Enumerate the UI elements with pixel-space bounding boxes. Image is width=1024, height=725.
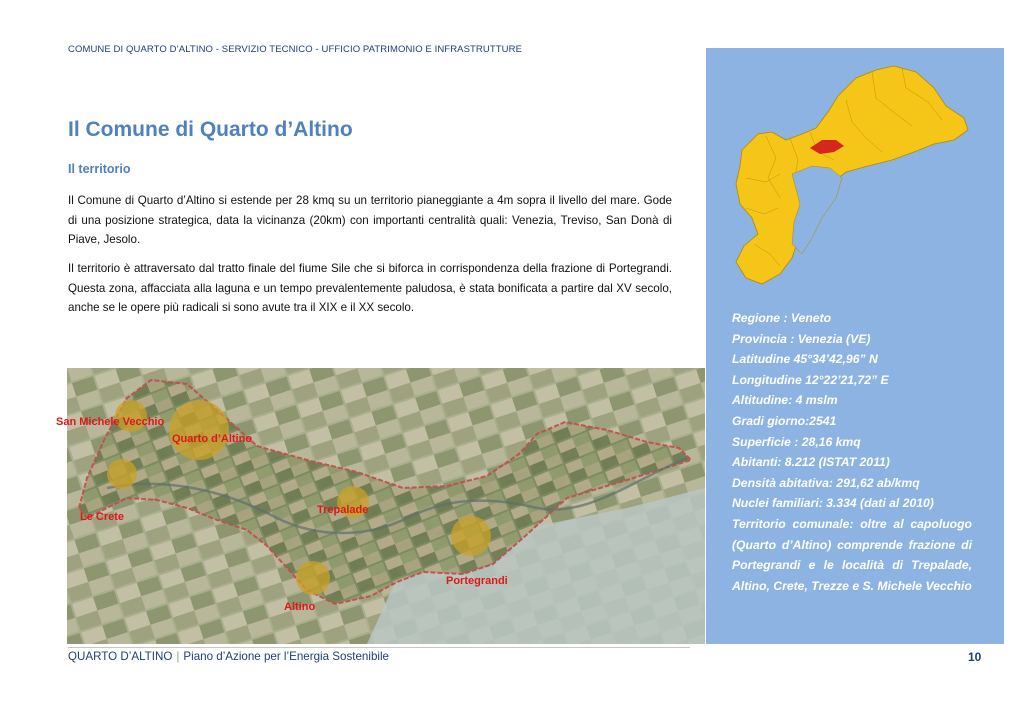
page-title: Il Comune di Quarto d’Altino [68, 118, 353, 141]
fact-nuclei: Nuclei familiari: 3.334 (dati al 2010) [732, 496, 934, 511]
marker-altino [296, 561, 330, 595]
fact-latitudine: Latitudine 45°34’42,96” N [732, 352, 878, 367]
fact-abitanti: Abitanti: 8.212 (ISTAT 2011) [732, 455, 890, 470]
label-san-michele-vecchio: San Michele Vecchio [56, 416, 165, 428]
body-paragraph: Il Comune di Quarto d’Altino si estende per 28 kmq su un territorio pianeggiante a 4m sopra il livello del mare. Gode di una posizione strategica, data la vicinanza (20km) con importanti centralità quali: Venezia, Treviso, San Donà di Piave, Jesolo. [68, 194, 672, 246]
fact-gradi-giorno: Gradi giorno:2541 [732, 413, 837, 428]
running-header: COMUNE DI QUARTO D’ALTINO - SERVIZIO TECNICO - UFFICIO PATRIMONIO E INFRASTRUTTURE [68, 44, 523, 55]
label-altino: Altino [284, 601, 316, 613]
page-number: 10 [968, 650, 982, 664]
footer-separator: | [176, 650, 180, 663]
info-sidebar [706, 48, 1004, 644]
fact-longitudine: Longitudine 12°22’21,72” E [732, 372, 889, 387]
fact-altitudine: Altitudine: 4 mslm [732, 393, 838, 408]
fact-provincia: Provincia : Venezia (VE) [732, 331, 871, 346]
label-le-crete: Le Crete [80, 511, 125, 523]
footer-municipality: QUARTO D’ALTINO [68, 650, 173, 663]
footer-document-title: Piano d’Azione per l’Energia Sostenibile [183, 650, 389, 663]
municipality-facts [732, 308, 972, 596]
province-locator-map [706, 48, 1004, 288]
page-footer [68, 650, 389, 663]
aerial-map-image [67, 368, 705, 644]
label-trepalade: Trepalade [317, 504, 369, 516]
label-quarto-d-altino: Quarto d’Altino [172, 433, 253, 445]
footer-divider [68, 647, 690, 648]
body-paragraph: Il territorio è attraversato dal tratto finale del fiume Sile che si biforca in corrispondenza della frazione di Portegrandi. Questa zona, affacciata alla laguna e un tempo prevalentemente paludosa, è stata bonificata a partire dal XV secolo, anche se le opere più radicali si sono avute tra il XIX e il XX secolo. [68, 262, 672, 314]
section-subtitle: Il territorio [68, 162, 131, 176]
label-portegrandi: Portegrandi [446, 575, 508, 587]
fact-densita: Densità abitativa: 291,62 ab/kmq [732, 475, 920, 490]
marker-le-crete [107, 459, 137, 489]
fact-territorio: Territorio comunale: oltre al capoluogo (Quarto d’Altino) comprende frazione di Portegrandi e le località di Trepalade, Altino, Crete, Trezze e S. Michele Vecchio [732, 516, 972, 593]
fact-regione: Regione : Veneto [732, 311, 832, 325]
marker-quarto [169, 400, 229, 460]
fact-superficie: Superficie : 28,16 kmq [732, 434, 861, 449]
aerial-map [67, 368, 705, 644]
marker-portegrandi [451, 516, 491, 556]
